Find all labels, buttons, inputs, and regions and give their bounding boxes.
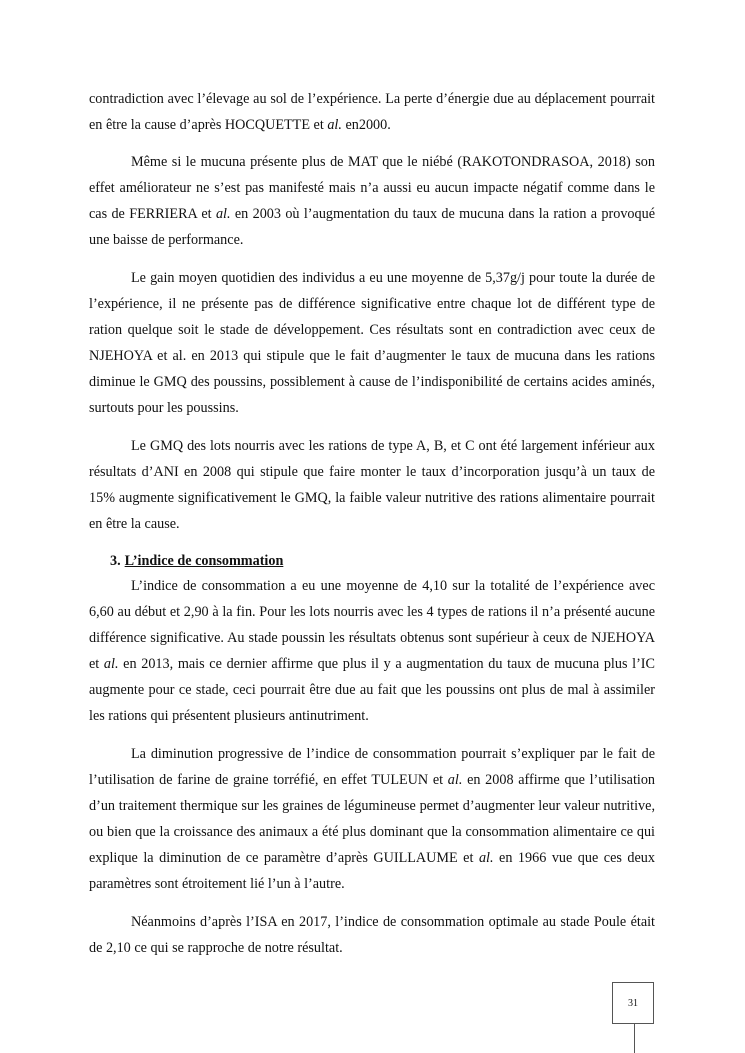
paragraph-6-text-middle: en 2008 affirme que l’utilisation d’un traitement thermique sur les graines de légumineuse permet d’augmenter leur valeur nutritive, ou bien que la croissance des animaux a été plus dominant que la consommation alimentaire ce qui explique la diminution de ce paramètre d’après GUILLAUME et [89,772,656,866]
paragraph-1-text-end: en2000. [341,117,391,133]
paragraph-1-text: contradiction avec l’élevage au sol de l’expérience. La perte d’énergie due au déplacement pourrait en être la cause d’après HOCQUETTE et [89,91,655,133]
paragraph-7-text: Néanmoins d’après l’ISA en 2017, l’indice de consommation optimale au stade Poule était de 2,10 ce qui se rapproche de notre résultat. [89,914,655,956]
section-title: L’indice de consommation [124,553,284,569]
paragraph-5-italic: al. [103,656,119,672]
paragraph-4-text: Le GMQ des lots nourris avec les rations de type A, B, et C ont été largement inférieur aux résultats d’ANI en 2008 qui stipule que faire monter le taux d’incorporation jusqu’à un taux de 15% augmente significativement le GMQ, la faible valeur nutritive des rations alimentaire pourrait en être la cause. [89,438,655,532]
paragraph-3-text: Le gain moyen quotidien des individus a eu une moyenne de 5,37g/j pour toute la durée de l’expérience, il ne présente pas de différence significative entre chaque lot de différent type de ration quelque soit le stade de développement. Ces résultats sont en contradiction avec ceux de NJEHOYA et al. en 2013 qui stipule que le fait d’augmenter le taux de mucuna dans les rations diminue le GMQ des poussins, possiblement à cause de l’indisponibilité de certains acides aminés, surtouts pour les poussins. [89,270,655,416]
paragraph-6-italic-1: al. [447,772,463,788]
paragraph-1 [89,86,655,138]
page-number-box [612,982,654,1024]
paragraph-7 [89,909,655,961]
paragraph-6-text-end: en 1966 vue que ces deux paramètres sont étroitement lié l’un à l’autre. [89,850,655,892]
paragraph-2-italic: al. [215,206,231,222]
paragraph-6-text: La diminution progressive de l’indice de consommation pourrait s’expliquer par le fait de l’utilisation de farine de graine torréfié, en effet TULEUN et [89,746,655,788]
paragraph-1-italic: al. [327,117,342,133]
paragraph-5 [89,573,655,729]
paragraph-5-text: L’indice de consommation a eu une moyenne de 4,10 sur la totalité de l’expérience avec 6,60 au début et 2,90 à la fin. Pour les lots nourris avec les 4 types de rations il n’a présenté aucune différence significative. Au stade poussin les résultats obtenus sont supérieur à ceux de NJEHOYA et [89,578,655,672]
page-number: 31 [628,997,638,1009]
paragraph-2-text: Même si le mucuna présente plus de MAT que le niébé (RAKOTONDRASOA, 2018) son effet améliorateur ne s’est pas manifesté mais n’a aussi eu aucun impacte négatif comme dans le cas de FERRIERA et [89,154,655,222]
paragraph-2 [89,149,655,253]
page-number-connector-line [634,1024,635,1053]
paragraph-6 [89,741,655,897]
paragraph-3 [89,265,655,421]
paragraph-6-italic-2: al. [478,850,494,866]
paragraph-2-text-end: en 2003 où l’augmentation du taux de mucuna dans la ration a provoqué une baisse de performance. [89,206,655,248]
section-number: 3. [110,553,121,569]
paragraph-4 [89,433,655,537]
section-heading [110,551,283,571]
paragraph-5-text-end: en 2013, mais ce dernier affirme que plus il y a augmentation du taux de mucuna plus l’IC augmente pour ce stade, ceci pourrait être due au fait que les poussins ont plus de mal à assimiler les rations qui présentent plusieurs antinutriment. [89,656,655,724]
